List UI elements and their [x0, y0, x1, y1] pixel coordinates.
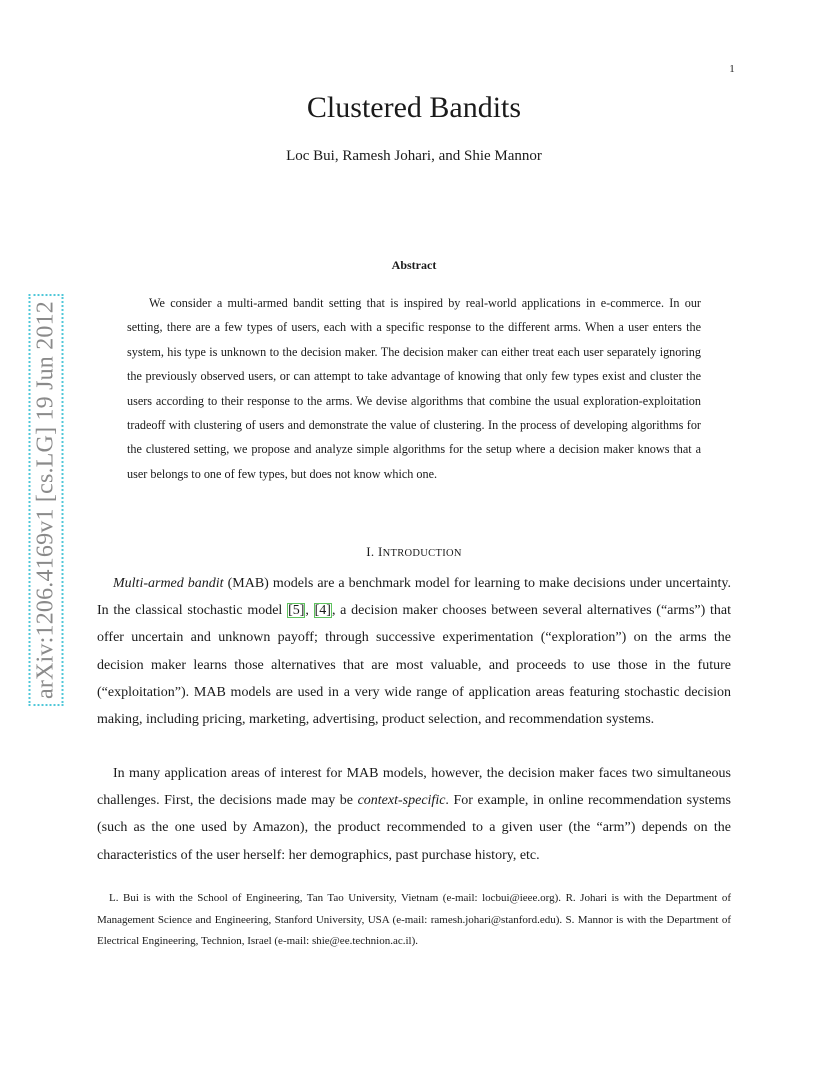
- section-title-initial: I: [377, 544, 383, 559]
- section-heading: [0, 544, 828, 560]
- paragraph-text: , a decision maker chooses between several alternatives (“arms”) that offer uncertain and unknown payoff; through successive experimentation (“exploration”) on the arms the decision maker learns those alternatives that are most valuable, and proceeds to use those in the future (“exploitation”). MAB models are used in a very wide range of application areas featuring stochastic decision making, including pricing, marketing, advertising, product selection, and recommendation systems.: [97, 603, 731, 728]
- paper-title: Clustered Bandits: [306, 91, 522, 124]
- arxiv-identifier[interactable]: arXiv:1206.4169v1 [cs.LG] 19 Jun 2012: [33, 298, 60, 702]
- abstract-heading: Abstract: [391, 258, 437, 272]
- abstract-text: We consider a multi-armed bandit setting that is inspired by real-world applications in e-commerce. In our setting, there are a few types of users, each with a specific response to the different arms. When a user enters the system, his type is unknown to the decision maker. The decision maker can either treat each user separately ignoring the previously observed users, or can attempt to take advantage of knowing that only few types exist and cluster the users according to their response to the arms. We devise algorithms that combine the usual exploration-exploitation tradeoff with clustering of users and demonstrate the value of clustering. In the process of developing algorithms for the clustered setting, we propose and analyze simple algorithms for the setup where a decision maker knows that a user belongs to one of few types, but does not know which one.: [127, 296, 701, 481]
- page-number: 1: [729, 63, 735, 75]
- section-title-rest: NTRODUCTION: [382, 548, 462, 559]
- paragraph-text: (MAB) models are a benchmark model for learning to make decisions under uncertainty. In the classical stochastic model: [97, 576, 731, 619]
- intro-paragraph-2: [97, 760, 731, 869]
- paragraph-text: In many application areas of interest for MAB models, however, the decision maker faces two simultaneous challenges. First, the decisions made may be: [97, 766, 731, 809]
- intro-paragraph-1: [97, 570, 731, 733]
- citation-link[interactable]: [4]: [314, 603, 331, 619]
- section-numeral: I.: [366, 544, 375, 559]
- author-footnote: L. Bui is with the School of Engineering, Tan Tao University, Vietnam (e-mail: locbui@ieee.org). R. Johari is with the Department of Management Science and Engineering, Stanford University, USA (e-mail: ramesh.johari@stanford.edu). S. Mannor is with the Department of Electrical Engineering, Technion, Israel (e-mail: shie@ee.technion.ac.il).: [97, 892, 731, 947]
- paragraph-text: . For example, in online recommendation systems (such as the one used by Amazon), the product recommended to a given user (the “arm”) depends on the characteristics of the user herself: her demographics, past purchase history, etc.: [97, 793, 731, 863]
- citation-link[interactable]: [5]: [288, 603, 305, 619]
- citation-separator: ,: [305, 603, 314, 619]
- italic-term: Multi-armed bandit: [113, 576, 224, 591]
- author-list: Loc Bui, Ramesh Johari, and Shie Mannor: [286, 148, 542, 164]
- italic-term: context-specific: [357, 793, 446, 809]
